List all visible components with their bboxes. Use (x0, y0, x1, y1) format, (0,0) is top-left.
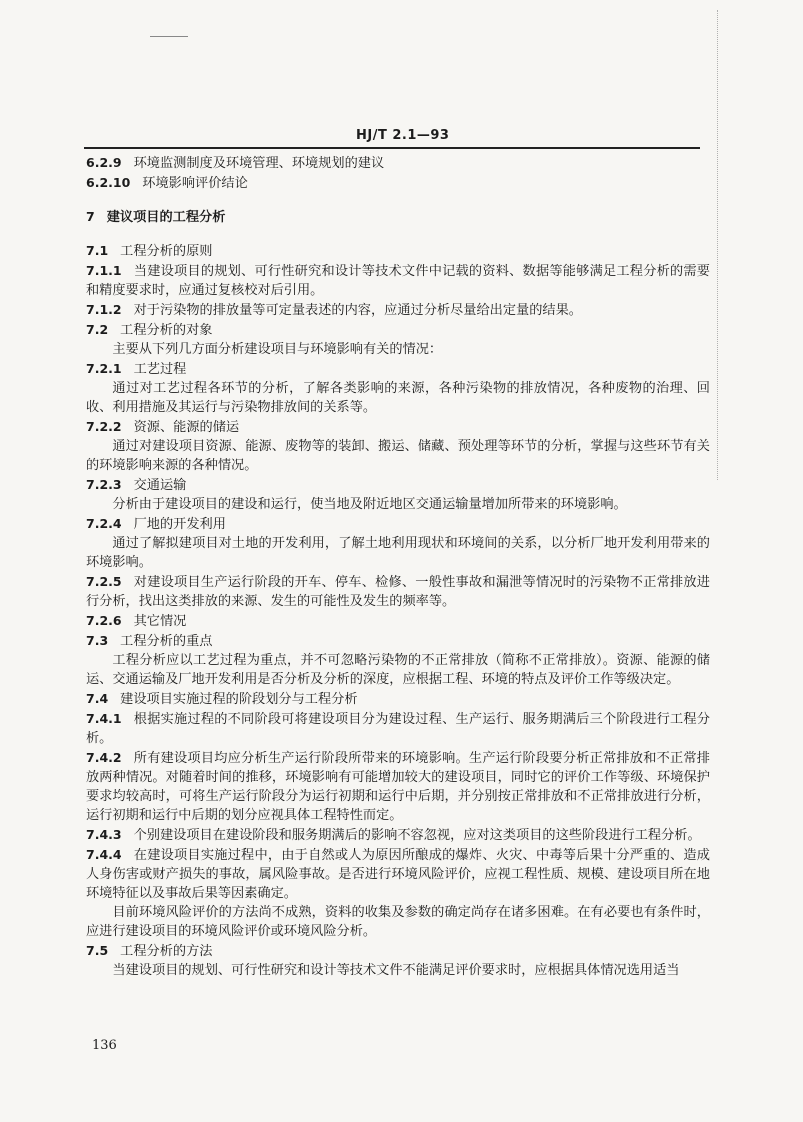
clause-number: 7.4.4 (86, 847, 122, 862)
numbered-paragraph (86, 748, 710, 825)
clause-number: 7.1.2 (86, 302, 122, 317)
clause-text: 所有建设项目均应分析生产运行阶段所带来的环境影响。生产运行阶段要分析正常排放和不正常排放两种情况。对随着时间的推移，环境影响有可能增加较大的建设项目，同时它的评价工作等级、环境保护要求均较高时，可将生产运行阶段分为运行初期和运行中后期，并分别按正常排放和不正常排放进行分析，运行初期和运行中后期的划分应视具体工程特性而定。 (86, 751, 710, 823)
clause-number: 7 (86, 209, 95, 224)
clause-text: 对于污染物的排放量等可定量表述的内容，应通过分析尽量给出定量的结果。 (133, 303, 582, 318)
clause-heading (86, 514, 710, 534)
clause-number: 7.2.5 (86, 574, 122, 589)
clause-heading (86, 475, 710, 495)
clause-text: 工程分析的原则 (120, 244, 213, 259)
clause-number: 7.2.6 (86, 613, 122, 628)
clause-text: 环境监测制度及环境管理、环境规划的建议 (133, 156, 385, 171)
subsection-heading (86, 941, 710, 961)
section-heading (86, 207, 710, 227)
clause-text: 资源、能源的储运 (133, 420, 240, 435)
clause-number: 7.2.4 (86, 516, 122, 531)
body-paragraph (86, 903, 710, 941)
section-gap (86, 227, 710, 241)
clause-text: 建设项目实施过程的阶段划分与工程分析 (120, 692, 358, 707)
body-paragraph (86, 379, 710, 417)
clause-text: 工艺过程 (133, 362, 187, 377)
clause-heading (86, 611, 710, 631)
clause-text: 目前环境风险评价的方法尚不成熟，资料的收集及参数的确定尚存在诸多困难。在有必要也有条件时，应进行建设项目的环境风险评价或环境风险分析。 (86, 905, 710, 939)
body-paragraph (86, 495, 710, 514)
clause-text: 当建设项目的规划、可行性研究和设计等技术文件中记载的资料、数据等能够满足工程分析的需要和精度要求时，应通过复核校对后引用。 (86, 264, 710, 298)
body-paragraph (86, 534, 710, 572)
clause-number: 7.4.3 (86, 827, 122, 842)
subsection-heading (86, 689, 710, 709)
clause-text: 交通运输 (133, 478, 187, 493)
subsection-heading (86, 173, 710, 193)
scan-edge-artifact (717, 10, 719, 480)
numbered-paragraph (86, 261, 710, 300)
clause-text: 建议项目的工程分析 (106, 210, 226, 225)
numbered-paragraph (86, 572, 710, 611)
section-gap (86, 193, 710, 207)
clause-text: 工程分析的方法 (120, 944, 213, 959)
header-rule (84, 147, 700, 149)
clause-text: 环境影响评价结论 (142, 176, 248, 191)
document-body (86, 153, 710, 980)
standard-code: HJ/T 2.1—93 (356, 128, 450, 143)
subsection-heading (86, 241, 710, 261)
clause-text: 分析由于建设项目的建设和运行，使当地及附近地区交通运输量增加所带来的环境影响。 (112, 497, 627, 512)
numbered-paragraph (86, 845, 710, 903)
subsection-heading (86, 631, 710, 651)
clause-number: 7.4.1 (86, 711, 122, 726)
subsection-heading (86, 320, 710, 340)
clause-number: 6.2.9 (86, 155, 122, 170)
clause-text: 主要从下列几方面分析建设项目与环境影响有关的情况： (112, 342, 443, 357)
body-paragraph (86, 961, 710, 980)
numbered-paragraph (86, 300, 710, 320)
clause-number: 7.4 (86, 691, 109, 706)
clause-text: 通过对建设项目资源、能源、废物等的装卸、搬运、储藏、预处理等环节的分析，掌握与这些环节有关的环境影响来源的各种情况。 (86, 439, 710, 473)
body-paragraph (86, 340, 710, 359)
clause-number: 7.3 (86, 633, 109, 648)
clause-number: 7.4.2 (86, 750, 122, 765)
clause-number: 7.2.3 (86, 477, 122, 492)
clause-number: 7.1 (86, 243, 109, 258)
clause-heading (86, 417, 710, 437)
clause-text: 工程分析的重点 (120, 634, 213, 649)
scan-artifact (150, 36, 188, 37)
subsection-heading (86, 153, 710, 173)
clause-number: 7.2.1 (86, 361, 122, 376)
clause-text: 厂地的开发利用 (133, 517, 226, 532)
clause-number: 6.2.10 (86, 175, 131, 190)
clause-number: 7.2 (86, 322, 109, 337)
clause-text: 根据实施过程的不同阶段可将建设项目分为建设过程、生产运行、服务期满后三个阶段进行工程分析。 (86, 712, 710, 746)
clause-text: 工程分析的对象 (120, 323, 213, 338)
clause-text: 通过对工艺过程各环节的分析，了解各类影响的来源，各种污染物的排放情况，各种废物的治理、回收、利用措施及其运行与污染物排放间的关系等。 (86, 381, 710, 415)
body-paragraph (86, 437, 710, 475)
clause-text: 当建设项目的规划、可行性研究和设计等技术文件不能满足评价要求时，应根据具体情况选用适当 (112, 963, 680, 978)
page-number: 136 (92, 1038, 117, 1053)
numbered-paragraph (86, 825, 710, 845)
clause-heading (86, 359, 710, 379)
clause-text: 在建设项目实施过程中，由于自然或人为原因所酿成的爆炸、火灾、中毒等后果十分严重的、造成人身伤害或财产损失的事故，属风险事故。是否进行环境风险评价，应视工程性质、规模、建设项目所在地环境特征以及事故后果等因素确定。 (86, 848, 710, 901)
clause-number: 7.5 (86, 943, 109, 958)
numbered-paragraph (86, 709, 710, 748)
clause-text: 对建设项目生产运行阶段的开车、停车、检修、一般性事故和漏泄等情况时的污染物不正常排放进行分析，找出这类排放的来源、发生的可能性及发生的频率等。 (86, 575, 710, 609)
body-paragraph (86, 651, 710, 689)
clause-text: 通过了解拟建项目对土地的开发利用，了解土地利用现状和环境间的关系，以分析厂地开发利用带来的环境影响。 (86, 536, 710, 570)
clause-text: 其它情况 (133, 614, 187, 629)
clause-text: 工程分析应以工艺过程为重点，并不可忽略污染物的不正常排放（简称不正常排放）。资源、能源的储运、交通运输及厂地开发利用是否分析及分析的深度，应根据工程、环境的特点及评价工作等级决定。 (86, 653, 710, 687)
clause-number: 7.2.2 (86, 419, 122, 434)
clause-number: 7.1.1 (86, 263, 122, 278)
clause-text: 个别建设项目在建设阶段和服务期满后的影响不容忽视，应对这类项目的这些阶段进行工程分析。 (133, 828, 701, 843)
